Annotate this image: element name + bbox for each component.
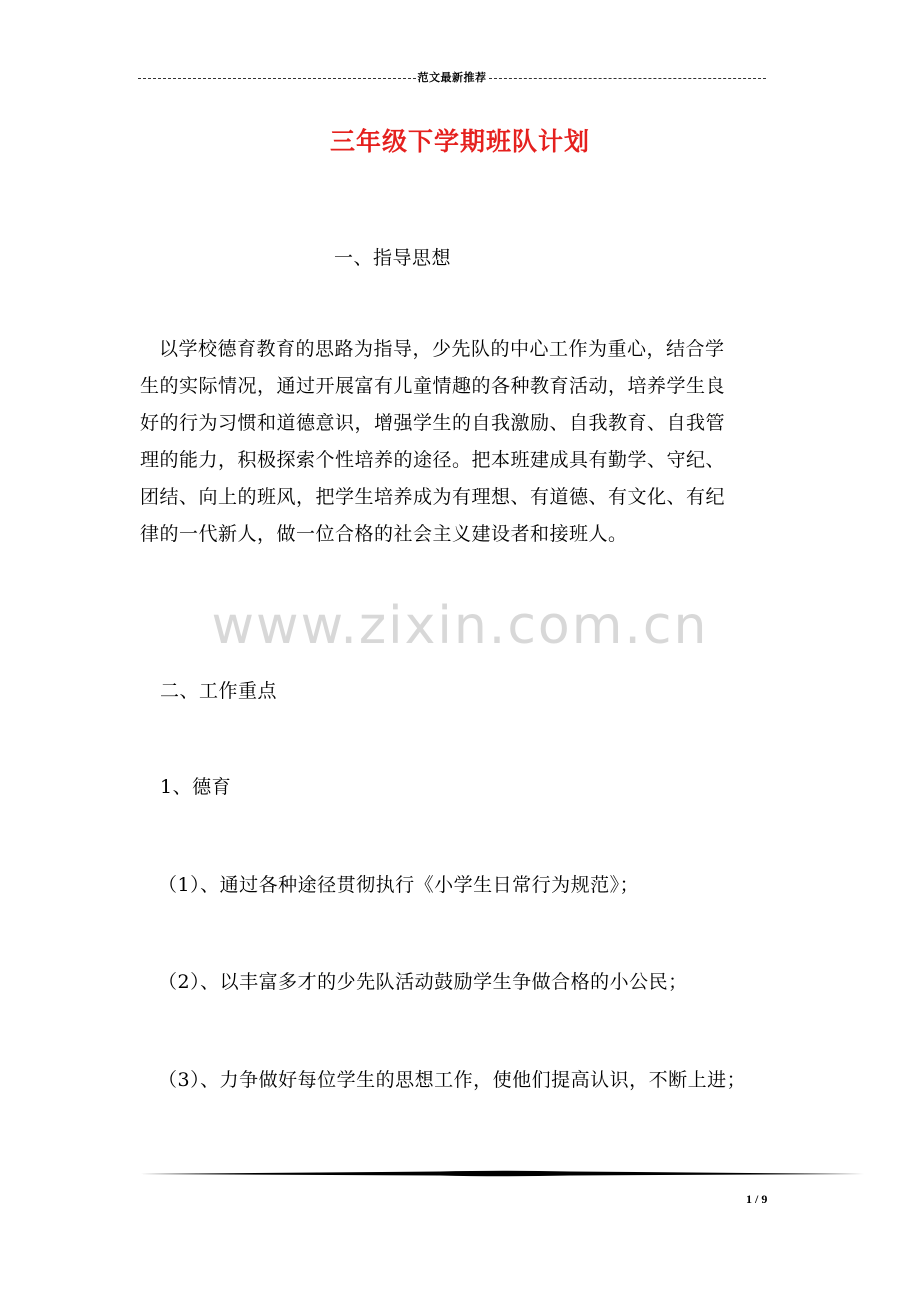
paragraph-line: 好的行为习惯和道德意识，增强学生的自我激励、自我教育、自我管 bbox=[140, 412, 726, 434]
paragraph-line: 以学校德育教育的思路为指导，少先队的中心工作为重心，结合学 bbox=[159, 338, 725, 360]
section-heading-guiding-thought: 一、指导思想 bbox=[334, 247, 452, 269]
watermark: www.zixin.com.cn bbox=[211, 596, 709, 656]
guiding-thought-paragraph bbox=[140, 331, 780, 553]
document-title: 三年级下学期班队计划 bbox=[329, 127, 590, 156]
header-dash-left bbox=[138, 78, 416, 79]
list-item: （3）、力争做好每位学生的思想工作，使他们提高认识，不断上进； bbox=[158, 1069, 747, 1091]
list-item: （2）、以丰富多才的少先队活动鼓励学生争做合格的小公民； bbox=[158, 971, 688, 993]
paragraph-line: 生的实际情况，通过开展富有儿童情趣的各种教育活动，培养学生良 bbox=[140, 375, 726, 397]
section-heading-work-focus: 二、工作重点 bbox=[160, 680, 278, 702]
header-rule bbox=[138, 69, 766, 85]
paragraph-line: 律的一代新人，做一位合格的社会主义建设者和接班人。 bbox=[140, 523, 628, 545]
header-label: 范文最新推荐 bbox=[417, 71, 487, 84]
page-number: 1 / 9 bbox=[746, 1192, 768, 1206]
paragraph-line: 团结、向上的班风，把学生培养成为有理想、有道德、有文化、有纪 bbox=[140, 486, 726, 508]
paragraph-line: 理的能力，积极探索个性培养的途径。把本班建成具有勤学、守纪、 bbox=[140, 449, 726, 471]
list-item: （1）、通过各种途径贯彻执行《小学生日常行为规范》； bbox=[158, 874, 640, 896]
header-dash-right bbox=[489, 78, 767, 79]
subsection-heading-moral-education: 1、德育 bbox=[160, 776, 232, 798]
footer-divider bbox=[140, 1167, 864, 1179]
